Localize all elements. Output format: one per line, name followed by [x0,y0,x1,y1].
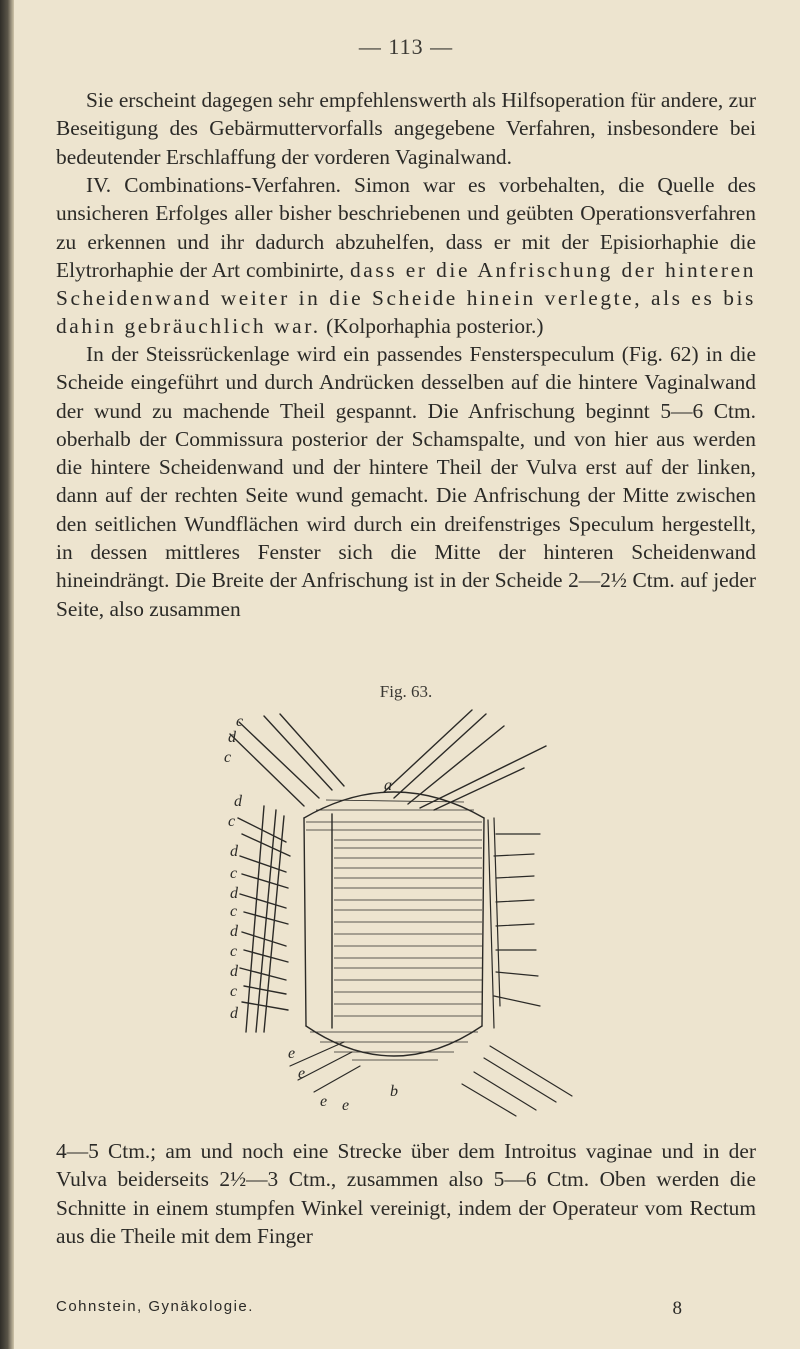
figure-label-b: b [390,1083,398,1100]
figure-label-c: c [236,713,244,730]
section-heading: IV. Combinations-Verfahren. [86,173,342,197]
paragraph-2 [56,171,756,341]
figure-label-c: c [228,813,236,830]
paragraph-2-text-b: (Kolporhaphia posterior.) [320,314,544,339]
figure-label-d: d [230,923,238,940]
footer-author: Cohnstein, Gynäkologie. [56,1298,254,1315]
paragraph-4: 4—5 Ctm.; am und noch eine Strecke über dem Introitus vaginae und in der Vulva beiderseits 2½—3 Ctm., zusammen also 5—6 Ctm. Oben werden die Schnitte in einem stumpfen Winkel vereinigt, indem der Operateur vom Rectum aus die Theile mit dem Finger [56,1139,756,1248]
book-binding-edge [0,0,14,1349]
paragraph-2-spaced-text: dass er die Anfrischung der hinteren Scheidenwand weiter in die Scheide hinein verlegte, als es bis dahin gebräuchlich war. [56,257,756,339]
figure-label-c: c [230,903,238,920]
figure-label-e: e [288,1045,296,1062]
figure-label-d: d [230,963,238,980]
figure-label-c: c [230,865,238,882]
figure-label-d: d [230,885,238,902]
figure-label-e: e [320,1093,328,1110]
figure-label-e: e [298,1065,306,1082]
figure-label-c: c [224,749,232,766]
paragraph-1: Sie erscheint dagegen sehr empfehlenswerth als Hilfsoperation für andere, zur Beseitigung des Gebärmuttervorfalls angegebene Verfahren, insbesondere bei bedeutender Erschlaffung der vorderen Vaginalwand. [56,88,756,169]
signature-mark: 8 [672,1298,682,1319]
paragraph-3: In der Steissrückenlage wird ein passendes Fensterspeculum (Fig. 62) in die Scheide eingeführt und durch Andrücken desselben auf die hintere Vaginalwand der wund zu machende Theil gespannt. Die Anfrischung beginnt 5—6 Ctm. oberhalb der Commissura posterior der Schamspalte, und von hier aus werden die hintere Scheidenwand und der hintere Theil der Vulva erst auf der linken, dann auf der rechten Seite wund gemacht. Die Anfrischung der Mitte zwischen den seitlichen Wundflächen wird durch ein dreifenstriges Speculum hergestellt, in dessen mittleres Fenster sich die Mitte der hinteren Scheidenwand hineindrängt. Die Breite der Anfrischung ist in der Scheide 2—2½ Ctm. auf jeder Seite, also zusammen [56,342,756,621]
figure-label-a: a [384,777,392,794]
figure-label-d: d [234,793,242,810]
figure-label-d: d [228,729,236,746]
figure-label-d: d [230,1005,238,1022]
page-number: — 113 — [358,34,454,59]
figure-label-e: e [342,1097,350,1114]
figure-label-c: c [230,943,238,960]
figure-label-d: d [230,843,238,860]
figure-label-c: c [230,983,238,1000]
page-footer [56,1298,756,1319]
paragraph-2-text-a: Simon war es vorbehalten, die Quelle des unsicheren Erfolges aller bisher beschriebenen und geübten Operationsverfahren zu erkennen und ihr dadurch abzuhelfen, dass er mit der Episiorhaphie die Elytrorhaphie der Art combinirte, [56,173,756,282]
figure-caption: Fig. 63. [379,682,433,701]
figure-63-illustration [194,706,594,1126]
